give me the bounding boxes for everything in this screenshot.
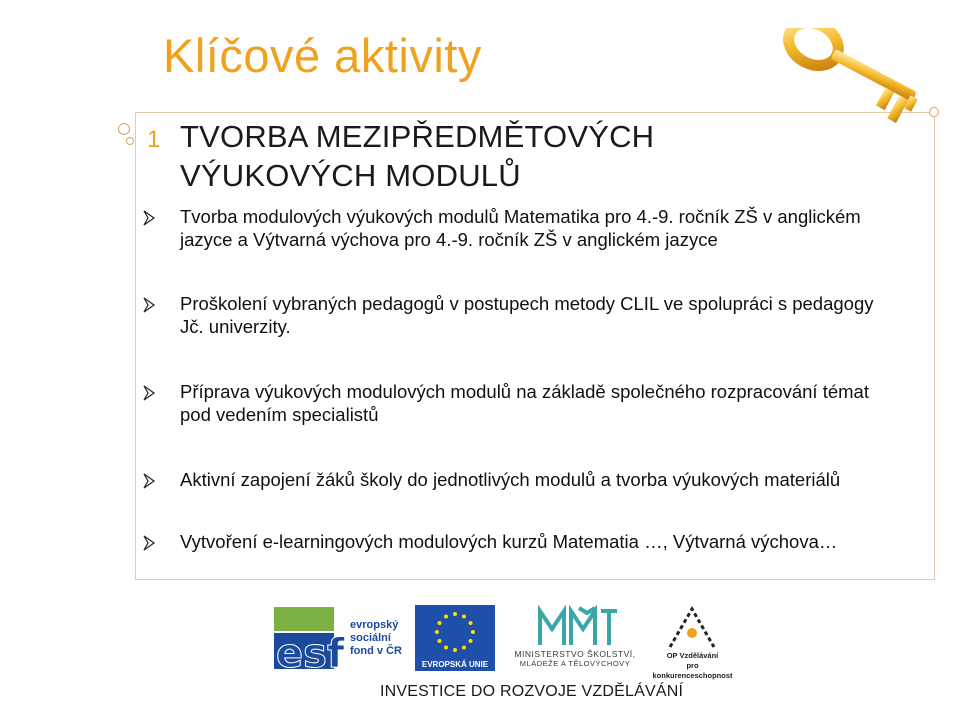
footer-invest: INVESTICE DO ROZVOJE VZDĚLÁVÁNÍ	[380, 683, 684, 700]
op-text: OP Vzdělávání	[666, 651, 719, 660]
msmt-mark-icon	[505, 605, 645, 649]
bullet-line: Tvorba modulových výukových modulů Matematika pro 4.-9. ročník ZŠ v anglickém	[180, 206, 861, 227]
bullet-line: jazyce a Výtvarná výchova pro 4.-9. ročník ZŠ v anglickém jazyce	[180, 229, 718, 250]
arrow-bullet-icon	[141, 472, 161, 490]
section-number: 1	[147, 126, 161, 153]
section-heading-line1: TVORBA MEZIPŘEDMĚTOVÝCH	[180, 119, 655, 154]
esf-logo	[270, 603, 410, 671]
section-heading-line2: VÝUKOVÝCH MODULŮ	[180, 158, 521, 193]
arrow-bullet-icon	[141, 296, 161, 314]
op-logo	[650, 603, 735, 680]
esf-text: evropský	[350, 619, 399, 631]
bullet-item	[180, 380, 920, 426]
key-icon	[760, 28, 950, 138]
arrow-bullet-icon	[141, 384, 161, 402]
op-mark-icon	[650, 603, 735, 651]
svg-text:esf: esf	[276, 631, 345, 671]
bullet-line: Jč. univerzity.	[180, 316, 291, 337]
esf-text: fond v ČR	[350, 645, 402, 657]
bullet-item	[180, 468, 920, 491]
msmt-text: MINISTERSTVO ŠKOLSTVÍ,	[514, 649, 636, 659]
bullet-item	[180, 292, 920, 338]
eu-flag-icon	[415, 605, 495, 659]
frame-dot-large	[118, 123, 130, 135]
msmt-text: MLÁDEŽE A TĚLOVÝCHOVY	[519, 659, 631, 668]
eu-logo	[415, 605, 495, 671]
eu-label: EVROPSKÁ UNIE	[415, 659, 495, 671]
bullet-item	[180, 205, 920, 251]
bullet-line: Příprava výukových modulových modulů na základě společného rozpracování témat	[180, 381, 869, 402]
op-text: pro konkurenceschopnost	[652, 661, 733, 680]
msmt-logo	[505, 605, 645, 671]
bullet-line: pod vedením specialistů	[180, 404, 379, 425]
bullet-item	[180, 530, 920, 553]
arrow-bullet-icon	[141, 534, 161, 552]
esf-text: sociální	[350, 632, 391, 644]
section-heading	[180, 117, 654, 195]
bullet-line: Vytvoření e-learningových modulových kurzů Matematia …, Výtvarná výchova…	[180, 531, 838, 552]
frame-dot-small	[126, 137, 134, 145]
bullet-line: Proškolení vybraných pedagogů v postupech metody CLIL ve spolupráci s pedagogy	[180, 293, 874, 314]
bullet-line: Aktivní zapojení žáků školy do jednotlivých modulů a tvorba výukových materiálů	[180, 469, 841, 490]
arrow-bullet-icon	[141, 209, 161, 227]
slide-title: Klíčové aktivity	[163, 29, 482, 82]
